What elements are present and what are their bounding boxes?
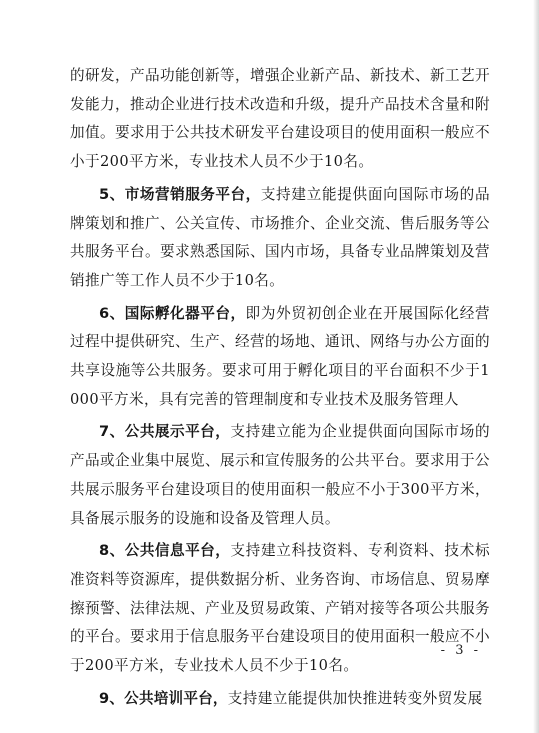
paragraph-text: 支持建立能提供加快推进转变外贸发展 <box>227 689 483 707</box>
paragraph-lead-6: 6、国际孵化器平台， <box>99 304 246 322</box>
paragraph-text: 即为外贸初创企业在开展国际化经营过程中提供研究、生产、经营的场地、通讯、网络与办公方面的共享设施等公共服务。要求可用于孵化项目的平台面积不少于1000平方米，具有完善的管理制度和专业技术及服务管理人 <box>70 304 491 408</box>
paragraph-text: 的研发，产品功能创新等，增强企业新产品、新技术、新工艺开发能力，推动企业进行技术改造和升级，提升产品技术含量和附加值。要求用于公共技术研发平台建设项目的使用面积一般应不小于200平方米，专业技术人员不少于10名。 <box>70 67 490 171</box>
scan-edge-shadow <box>533 0 539 733</box>
paragraph-lead-9: 9、公共培训平台， <box>99 689 228 707</box>
paragraph-marketing-platform <box>70 181 490 296</box>
document-page <box>70 62 490 717</box>
paragraph-lead-5: 5、市场营销服务平台， <box>99 185 261 203</box>
paragraph-text: 支持建立能提供面向国际市场的品牌策划和推广、公关宣传、市场推介、企业交流、售后服务等公共服务平台。要求熟悉国际、国内市场，具备专业品牌策划及营销推广等工作人员不少于10名。 <box>70 185 490 289</box>
paragraph-incubator-platform <box>70 300 490 415</box>
paragraph-training-platform <box>70 685 490 714</box>
page-number: - 3 - <box>440 643 481 658</box>
paragraph-exhibition-platform <box>70 418 490 533</box>
paragraph-continuation <box>70 62 490 177</box>
paragraph-lead-8: 8、公共信息平台， <box>99 542 231 560</box>
paragraph-text: 支持建立能为企业提供面向国际市场的产品或企业集中展览、展示和宣传服务的公共平台。要求用于公共展示服务平台建设项目的使用面积一般应不小于300平方米，具备展示服务的设施和设备及管理人员。 <box>70 423 490 527</box>
paragraph-information-platform <box>70 537 490 681</box>
paragraph-text: 支持建立科技资料、专利资料、技术标准资料等资源库，提供数据分析、业务咨询、市场信息、贸易摩擦预警、法律法规、产业及贸易政策、产销对接等各项公共服务的平台。要求用于信息服务平台建设项目的使用面积一般应不小于200平方米，专业技术人员不少于10名。 <box>70 542 490 675</box>
paragraph-lead-7: 7、公共展示平台， <box>99 423 231 441</box>
